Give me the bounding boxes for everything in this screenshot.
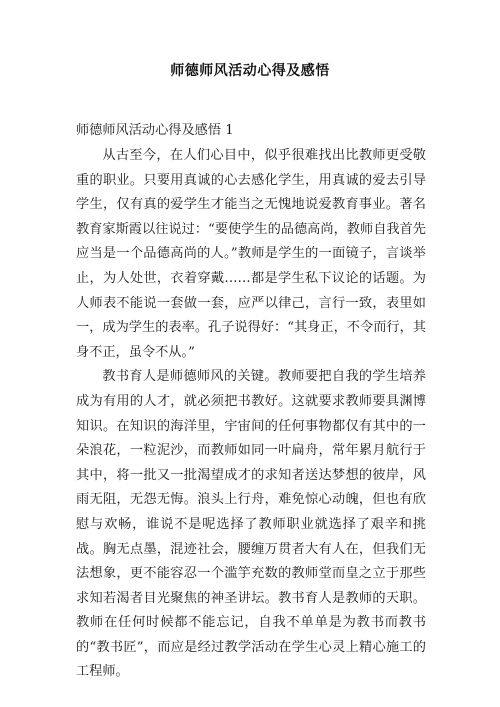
document-title: 师德师风活动心得及感悟 bbox=[170, 63, 330, 79]
document-body bbox=[76, 144, 426, 685]
section-heading: 师德师风活动心得及感悟 1 bbox=[76, 123, 234, 138]
paragraph-2: 教书育人是师德师风的关键。教师要把自我的学生培养成为有用的人才，就必须把书教好。这就要求教师要具渊博知识。在知识的海洋里，宇宙间的任何事物都仅有其中的一朵浪花，一粒泥沙，而教师如同一叶扁舟，常年累月航行于其中，将一批又一批渴望成才的求知者送达梦想的彼岸，风雨无阻，无怨无悔。浪头上行舟，难免惊心动魄，但也有欣慰与欢畅，谁说不是呢选择了教师职业就选择了艰辛和挑战。胸无点墨，混迹社会，腰缠万贯者大有人在，但我们无法想象，更不能容忍一个滥竽充数的教师堂而皇之立于那些求知若渴者目光聚焦的神圣讲坛。教书育人是教师的天职。教师在任何时候都不能忘记，自我不单单是为教书而教书的“教书匠”，而应是经过教学活动在学生心灵上精心施工的工程师。 bbox=[76, 369, 426, 680]
paragraph-1: 从古至今，在人们心目中，似乎很难找出比教师更受敬重的职业。只要用真诚的心去感化学生，用真诚的爱去引导学生，仅有真的爱学生才能当之无愧地说爱教育事业。著名教育家斯霞以往说过：“要使学生的品德高尚，教师自我首先应当是一个品德高尚的人。”教师是学生的一面镜子，言谈举止，为人处世，衣着穿戴……都是学生私下议论的话题。为人师表不能说一套做一套，应严以律己，言行一致，表里如一，成为学生的表率。孔子说得好：“其身正，不令而行，其身不正，虽令不从。” bbox=[76, 148, 426, 360]
